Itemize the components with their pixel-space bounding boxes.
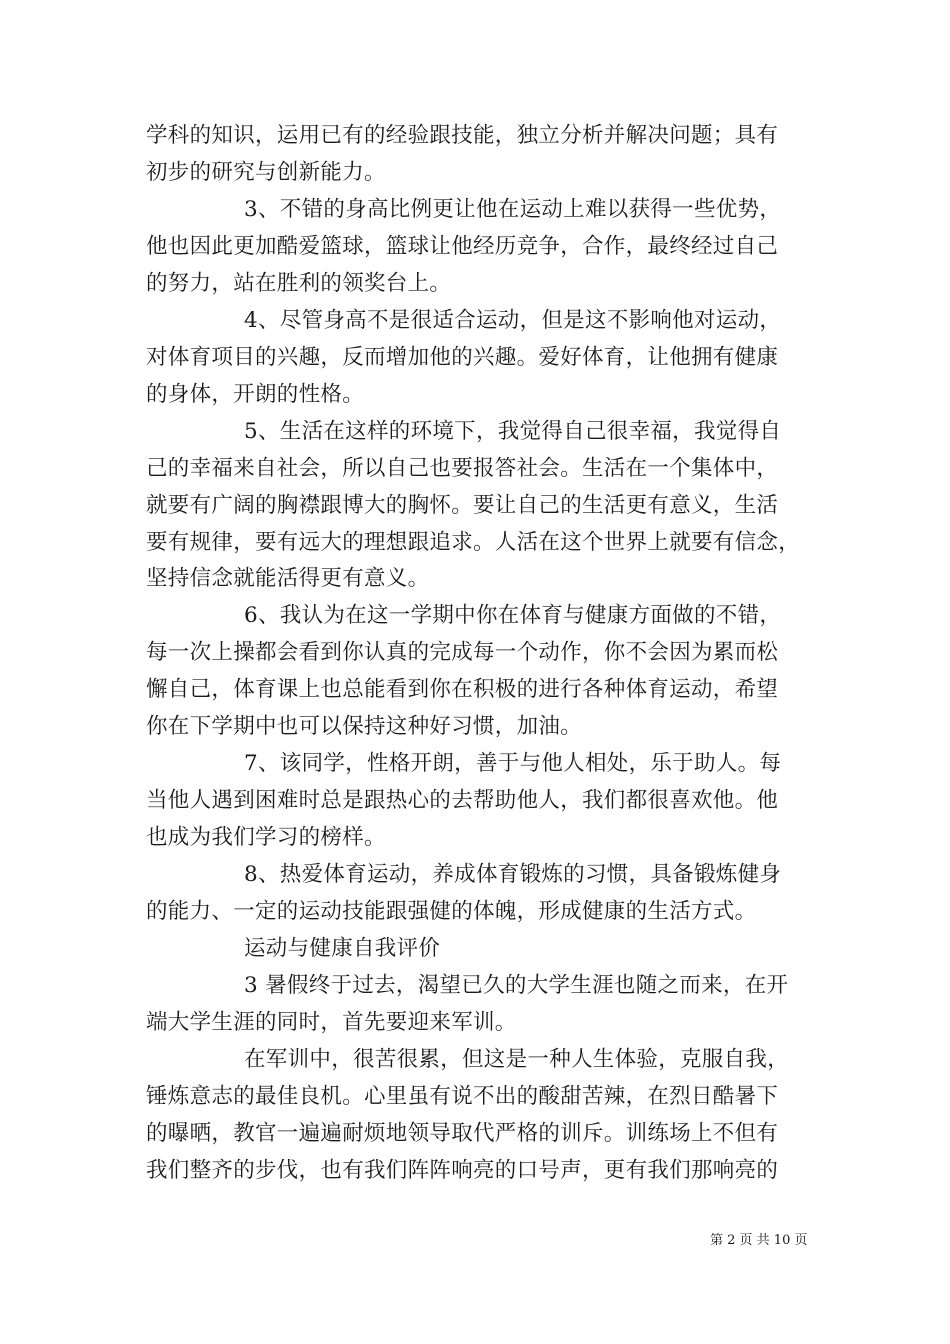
text-line: 3、不错的身高比例更让他在运动上难以获得一些优势， [244,196,782,222]
text-line: 学科的知识，运用已有的经验跟技能，独立分析并解决问题；具有 [146,123,779,148]
text-line: 己的幸福来自社会，所以自己也要报答社会。生活在一个集体中， [146,455,779,481]
text-line: 的身体，开朗的性格。 [146,381,365,407]
text-line: 6、我认为在这一学期中你在体育与健康方面做的不错， [244,603,782,629]
text-line: 7、该同学，性格开朗，善于与他人相处，乐于助人。每 [244,751,782,777]
text-line: 要有规律，要有远大的理想跟追求。人活在这个世界上就要有信念， [146,529,801,555]
text-line: 运动与健康自我评价 [244,935,441,961]
text-line: 对体育项目的兴趣，反而增加他的兴趣。爱好体育，让他拥有健康 [146,344,779,370]
text-line: 3 暑假终于过去，渴望已久的大学生涯也随之而来，在开 [244,972,789,998]
text-line: 端大学生涯的同时，首先要迎来军训。 [146,1009,517,1035]
text-line: 懈自己，体育课上也总能看到你在积极的进行各种体育运动，希望 [146,677,779,703]
page-number-footer: 第 2 页 共 10 页 [710,1233,808,1248]
text-line: 的能力、一定的运动技能跟强健的体魄，形成健康的生活方式。 [146,899,757,924]
text-line: 锤炼意志的最佳良机。心里虽有说不出的酸甜苦辣，在烈日酷暑下 [146,1083,779,1109]
text-line: 5、生活在这样的环境下，我觉得自己很幸福，我觉得自 [244,418,782,444]
text-line: 也成为我们学习的榜样。 [146,825,386,851]
text-line: 8、热爱体育运动，养成体育锻炼的习惯，具备锻炼健身 [244,862,782,887]
text-line: 初步的研究与创新能力。 [146,159,386,185]
text-line: 你在下学期中也可以保持这种好习惯，加油。 [146,714,583,740]
text-line: 坚持信念就能活得更有意义。 [146,566,430,592]
text-line: 在军训中，很苦很累，但这是一种人生体验，克服自我， [244,1046,790,1072]
text-line: 的曝晒，教官一遍遍耐烦地领导取代严格的训斥。训练场上不但有 [146,1120,779,1146]
text-line: 当他人遇到困难时总是跟热心的去帮助他人，我们都很喜欢他。他 [146,788,779,814]
text-line: 的努力，站在胜利的领奖台上。 [146,270,452,296]
text-line: 4、尽管身高不是很适合运动，但是这不影响他对运动， [244,307,782,333]
text-line: 他也因此更加酷爱篮球，篮球让他经历竞争，合作，最终经过自己 [146,233,779,259]
text-line: 我们整齐的步伐，也有我们阵阵响亮的口号声，更有我们那响亮的 [146,1157,779,1183]
text-line: 每一次上操都会看到你认真的完成每一个动作，你不会因为累而松 [146,640,779,666]
text-line: 就要有广阔的胸襟跟博大的胸怀。要让自己的生活更有意义，生活 [146,492,779,518]
